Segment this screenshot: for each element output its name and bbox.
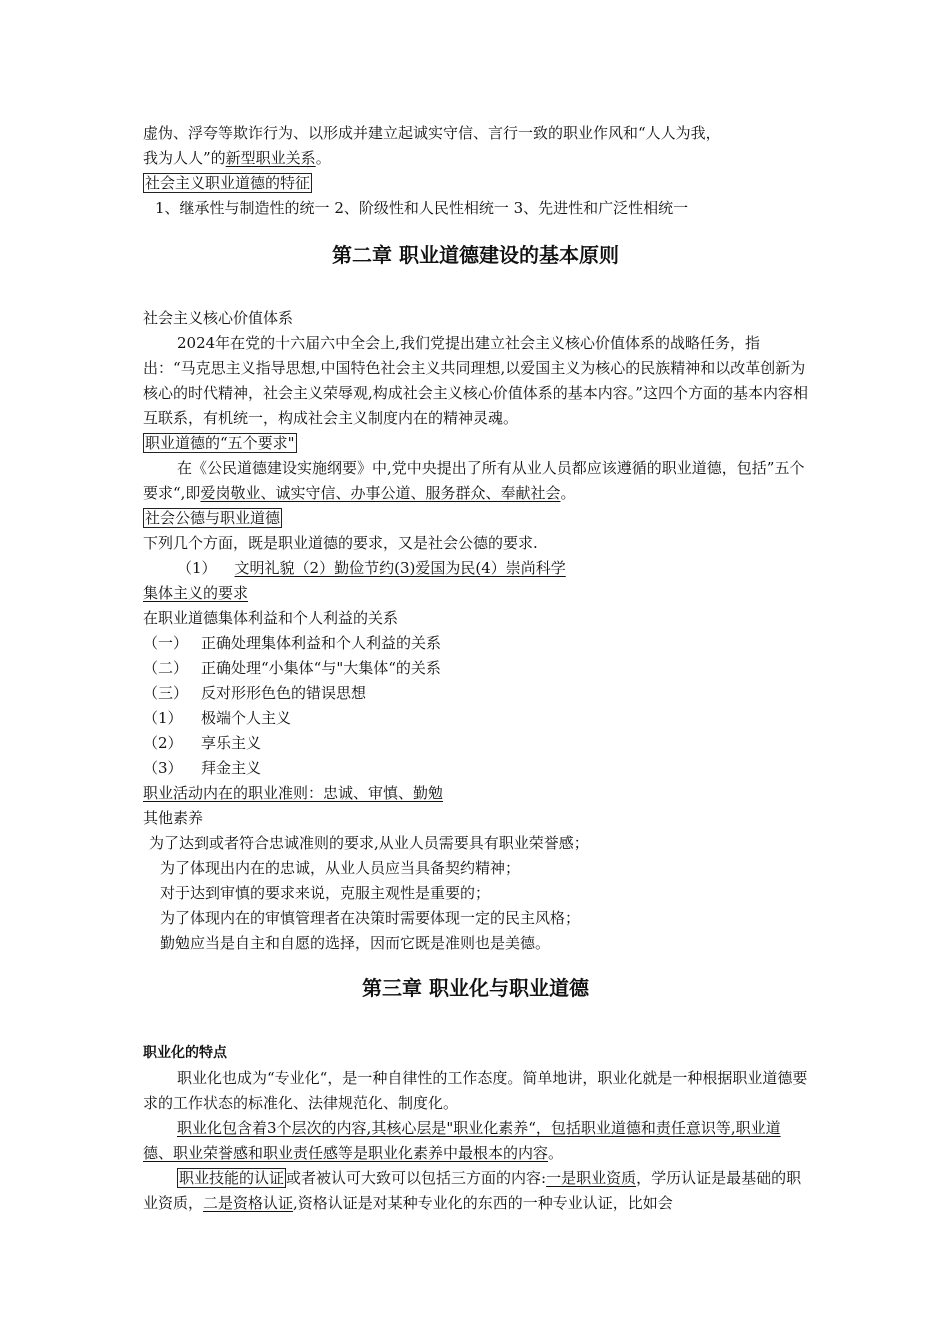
list-item: （3） 拜金主义 bbox=[143, 759, 262, 777]
public-morals-items-line: （1） 文明礼貌（2）勤俭节约(3)爱国为民(4）崇尚科学 bbox=[177, 559, 566, 577]
list-item: （二） 正确处理“小集体“与"大集体“的关系 bbox=[143, 659, 441, 677]
new-relationship-term: 新型职业关系 bbox=[225, 149, 316, 167]
other-qualities-title: 其他素养 bbox=[143, 809, 204, 827]
other-quality-item: 为了达到或者符合忠诚准则的要求,从业人员需要具有职业荣誉感； bbox=[149, 834, 589, 852]
five-requirements-list: 爱岗敬业、诚实守信、办事公道、服务群众、奉献社会 bbox=[200, 484, 561, 502]
section-heading-features: 社会主义职业道德的特征 bbox=[145, 174, 311, 192]
collectivism-subtitle: 在职业道德集体利益和个人利益的关系 bbox=[143, 609, 399, 627]
core-values-title: 社会主义核心价值体系 bbox=[143, 309, 294, 327]
public-morals-items: 文明礼貌（2）勤俭节约(3)爱国为民(4）崇尚科学 bbox=[234, 559, 566, 577]
professional-norms-title: 职业活动内在的职业准则：忠诚、审慎、勤勉 bbox=[143, 784, 444, 802]
collectivism-list bbox=[143, 631, 808, 781]
professionalization-features-title: 职业化的特点 bbox=[143, 1045, 227, 1061]
section-heading-public-morals: 社会公德与职业道德 bbox=[145, 509, 281, 527]
other-quality-item: 为了体现内在的审慎管理者在决策时需要体现一定的民主风格； bbox=[160, 909, 581, 927]
list-item: （1） 极端个人主义 bbox=[143, 709, 292, 727]
intro-line-1: 虚伪、浮夸等欺诈行为、以形成并建立起诚实守信、言行一致的职业作风和“人人为我， bbox=[143, 124, 721, 142]
chapter-2-title: 第二章 职业道德建设的基本原则 bbox=[332, 243, 619, 267]
five-requirements-paragraph: 在《公民道德建设实施纲要》中,党中央提出了所有从业人员都应该遵循的职业道德，包括”五个要求“,即爱岗敬业、诚实守信、办事公道、服务群众、奉献社会。 bbox=[143, 459, 805, 502]
core-values-paragraph: 2024年在党的十六届六中全会上,我们党提出建立社会主义核心价值体系的战略任务，指出：“马克思主义指导思想,中国特色社会主义共同理想,以爱国主义为核心的民族精神和以改革创新为核心的时代精神，社会主义荣辱观,构成社会主义核心价值体系的基本内容。”这四个方面的基本内容相互联系，有机统一，构成社会主义制度内在的精神灵魂。 bbox=[143, 334, 808, 427]
professionalization-paragraph-2: 职业化包含着3个层次的内容,其核心层是"职业化素养“，包括职业道德和责任意识等,职业道德、职业荣誉感和职业责任感等是职业化素养中最根本的内容。 bbox=[143, 1119, 781, 1162]
list-item: （一） 正确处理集体利益和个人利益的关系 bbox=[143, 634, 442, 652]
chapter-3-title: 第三章 职业化与职业道德 bbox=[362, 976, 589, 1000]
list-item: （三） 反对形形色色的错误思想 bbox=[143, 684, 367, 702]
other-quality-item: 勤勉应当是自主和自愿的选择，因而它既是准则也是美德。 bbox=[160, 934, 551, 952]
collectivism-title: 集体主义的要求 bbox=[143, 584, 249, 602]
professionalization-paragraph-3: 职业技能的认证 或者被认可大致可以包括三方面的内容:一是职业资质，学历认证是最基础的职业资质，二是资格认证,资格认证是对某种专业化的东西的一种专业认证，比如会 bbox=[143, 1169, 802, 1212]
section-heading-five-requirements: 职业道德的“五个要求" bbox=[145, 434, 295, 452]
professionalization-paragraph-1: 职业化也成为“专业化“，是一种自律性的工作态度。简单地讲，职业化就是一种根据职业道德要求的工作状态的标准化、法律规范化、制度化。 bbox=[143, 1069, 808, 1112]
document-page bbox=[143, 121, 808, 1216]
features-text: 1、继承性与制造性的统一 2、阶级性和人民性相统一 3、先进性和广泛性相统一 bbox=[155, 199, 689, 217]
other-quality-item: 为了体现出内在的忠诚，从业人员应当具备契约精神； bbox=[160, 859, 521, 877]
list-item: （2） 享乐主义 bbox=[143, 734, 262, 752]
skills-certification-term: 职业技能的认证 bbox=[179, 1169, 285, 1187]
public-morals-text: 下列几个方面，既是职业道德的要求，又是社会公德的要求. bbox=[143, 534, 538, 552]
intro-line-2: 我为人人”的新型职业关系。 bbox=[143, 149, 331, 167]
other-quality-item: 对于达到审慎的要求来说，克服主观性是重要的； bbox=[160, 884, 491, 902]
